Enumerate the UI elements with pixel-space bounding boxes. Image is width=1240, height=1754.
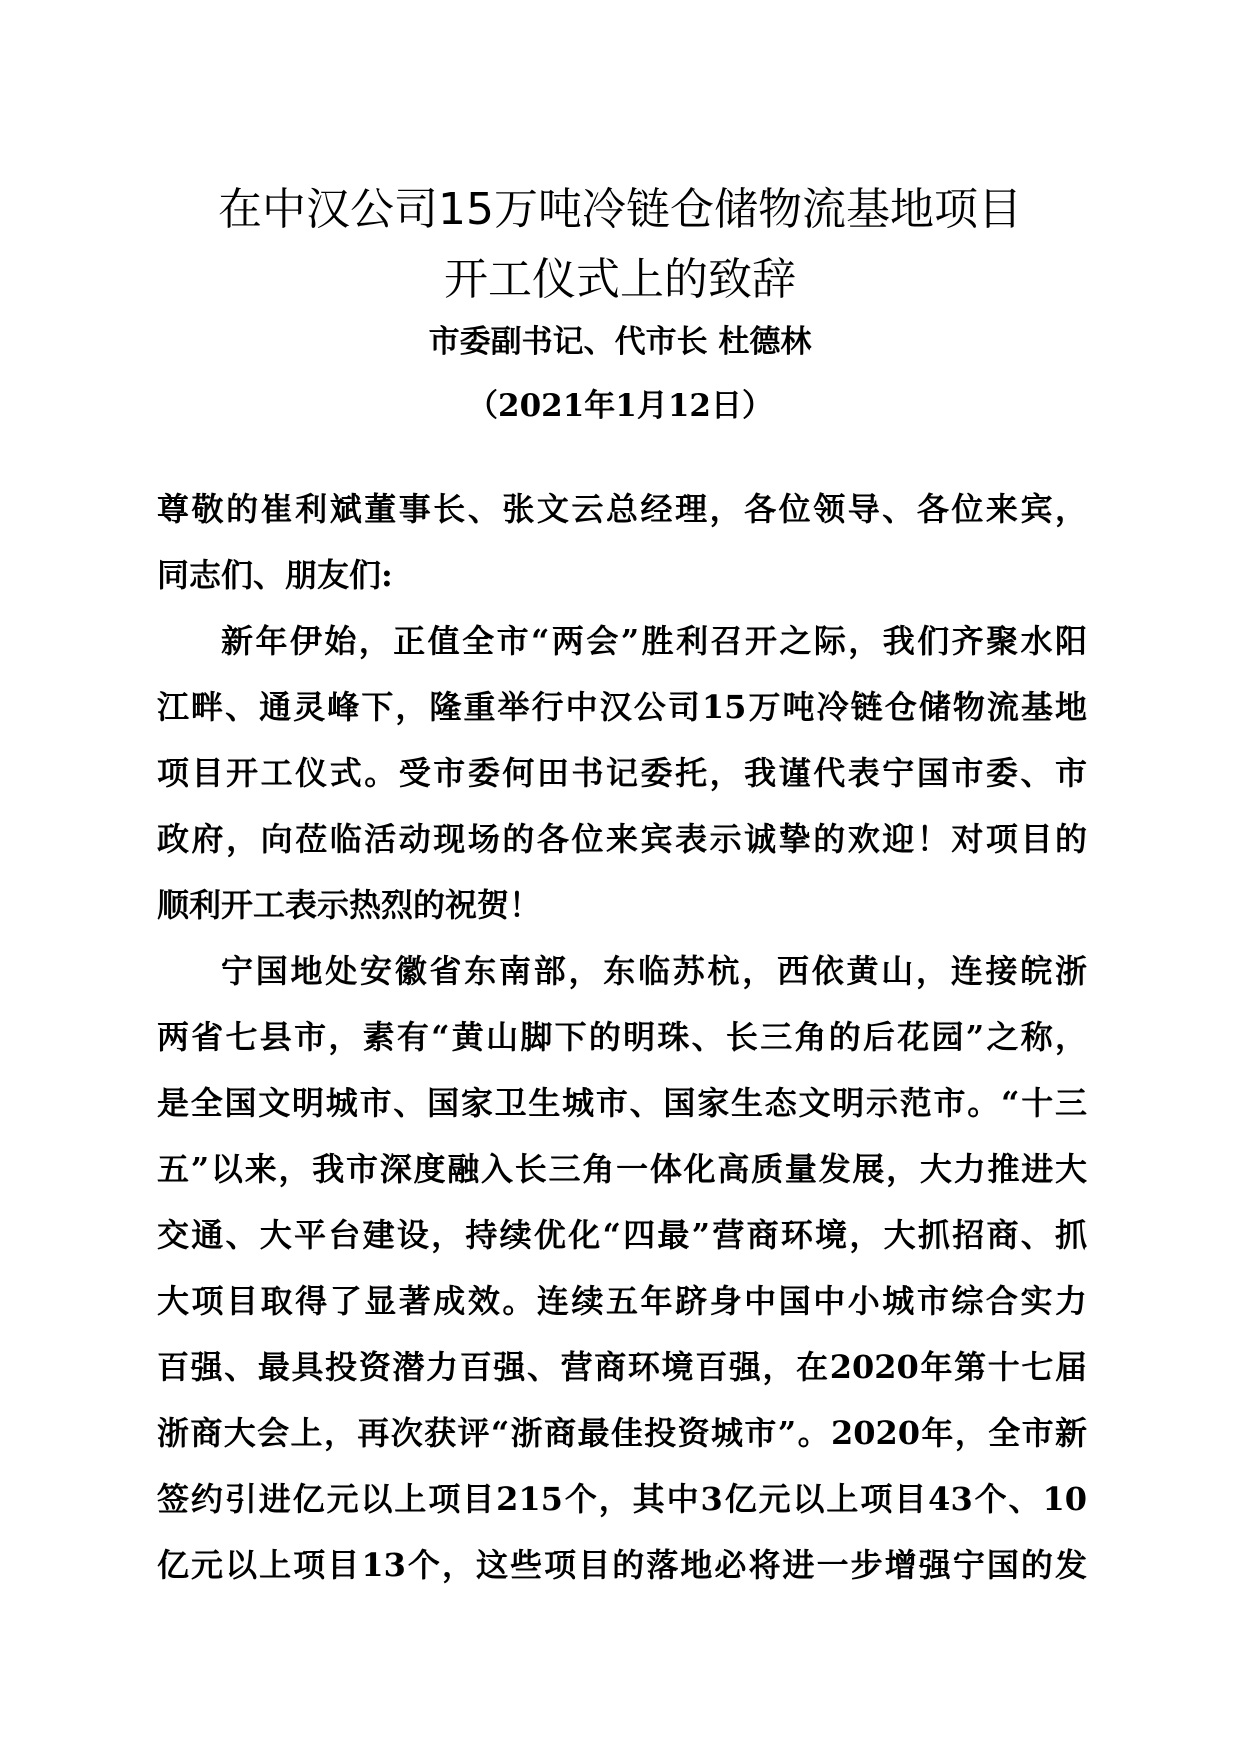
document-title-line-1: 在中汉公司15万吨冷链仓储物流基地项目	[218, 184, 1022, 235]
paragraph-2-line: 交通、大平台建设，持续优化“四最”营商环境，大抓招商、抓	[157, 1216, 1087, 1254]
speech-date: （2021年1月12日）	[467, 388, 773, 424]
paragraph-2-line: 浙商大会上，再次获评“浙商最佳投资城市”。2020年，全市新	[157, 1414, 1087, 1452]
speaker-byline: 市委副书记、代市长 杜德林	[428, 324, 812, 360]
paragraph-2-line: 签约引进亿元以上项目215个，其中3亿元以上项目43个、10	[157, 1480, 1087, 1518]
paragraph-2-line: 两省七县市，素有“黄山脚下的明珠、长三角的后花园”之称，	[157, 1018, 1087, 1056]
paragraph-2-line: 宁国地处安徽省东南部，东临苏杭，西依黄山，连接皖浙	[221, 952, 1087, 990]
salutation-line: 尊敬的崔利斌董事长、张文云总经理，各位领导、各位来宾，	[157, 490, 1087, 528]
paragraph-2-line: 五”以来，我市深度融入长三角一体化高质量发展，大力推进大	[157, 1150, 1087, 1188]
document-title-line-2: 开工仪式上的致辞	[444, 254, 796, 305]
paragraph-1-line: 顺利开工表示热烈的祝贺！	[157, 886, 542, 924]
speech-body	[157, 476, 1087, 1598]
paragraph-1-line: 江畔、通灵峰下，隆重举行中汉公司15万吨冷链仓储物流基地	[157, 688, 1087, 726]
salutation-line: 同志们、朋友们:	[157, 556, 393, 594]
paragraph-1-line: 新年伊始，正值全市“两会”胜利召开之际，我们齐聚水阳	[221, 622, 1087, 660]
paragraph-1-line: 项目开工仪式。受市委何田书记委托，我谨代表宁国市委、市	[157, 754, 1087, 792]
paragraph-1-line: 政府，向莅临活动现场的各位来宾表示诚挚的欢迎！对项目的	[157, 820, 1087, 858]
paragraph-2-line: 大项目取得了显著成效。连续五年跻身中国中小城市综合实力	[157, 1282, 1087, 1320]
paragraph-2-line: 百强、最具投资潜力百强、营商环境百强，在2020年第十七届	[157, 1348, 1087, 1386]
paragraph-2-line: 亿元以上项目13个，这些项目的落地必将进一步增强宁国的发	[157, 1546, 1087, 1584]
paragraph-2-line: 是全国文明城市、国家卫生城市、国家生态文明示范市。“十三	[157, 1084, 1087, 1122]
